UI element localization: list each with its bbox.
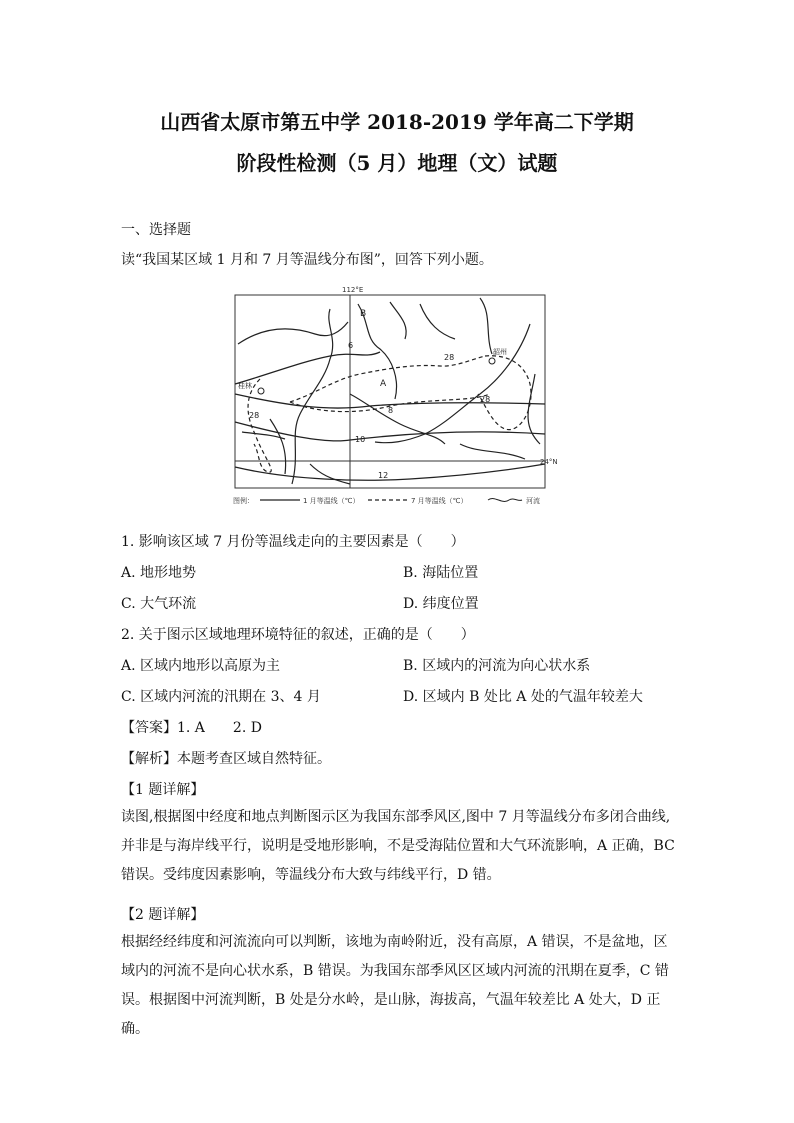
question-1-stem: 1. 影响该区域 7 月份等温线走向的主要因素是（ ） [121, 534, 465, 550]
question-intro: 读“我国某区域 1 月和 7 月等温线分布图”，回答下列小题。 [121, 252, 493, 268]
isotherm-label-6: 6 [348, 341, 354, 350]
question-2-option-a: A. 区域内地形以高原为主 [121, 658, 281, 674]
legend-river-text: 河流 [526, 497, 540, 505]
isotherm-label-10: 10 [355, 435, 366, 444]
isotherm-label-28-top: 28 [444, 353, 455, 362]
rivers [238, 298, 540, 484]
detail-1-body: 读图,根据图中经度和地点判断图示区为我国东部季风区,图中 7 月等温线分布多闭合曲线,并非是与海岸线平行，说明是受地形影响，不是受海陆位置和大气环流影响，A 正确，BC 错误。受纬度因素影响，等温线分布大致与纬线平行，D 错。 [121, 809, 675, 883]
detail-1-heading: 【1 题详解】 [121, 782, 205, 798]
detail-2-heading: 【2 题详解】 [121, 907, 205, 923]
legend-july-text: 7 月等温线（℃） [411, 497, 468, 505]
map-legend [233, 496, 540, 505]
section-heading: 一、选择题 [121, 222, 191, 238]
document-title-line1: 山西省太原市第五中学 2018-2019 学年高二下学期 [160, 110, 634, 134]
legend-river-line [488, 499, 522, 502]
analysis-line: 【解析】本题考查区域自然特征。 [121, 751, 331, 767]
longitude-label: 112°E [342, 286, 364, 294]
isotherm-label-12: 12 [378, 471, 389, 480]
question-1-option-d: D. 纬度位置 [403, 596, 479, 612]
latitude-label: 24°N [540, 458, 558, 466]
map-frame [235, 295, 545, 488]
question-2-stem: 2. 关于图示区域地理环境特征的叙述，正确的是（ ） [121, 627, 475, 643]
question-1-option-b: B. 海陆位置 [403, 565, 479, 581]
isotherm-label-28-right: 28 [480, 395, 491, 404]
detail-2-body: 根据经经纬度和河流流向可以判断，该地为南岭附近，没有高原，A 错误，不是盆地，区域内的河流不是向心状水系，B 错误。为我国东部季风区区域内河流的汛期在夏季，C 错误。根据图中河流判断，B 处是分水岭，是山脉，海拔高，气温年较差比 A 处大，D 正确。 [121, 934, 669, 1037]
isotherm-map [230, 284, 558, 516]
label-a: A [380, 379, 387, 389]
question-1-option-c: C. 大气环流 [121, 596, 197, 612]
question-1-option-a: A. 地形地势 [121, 565, 197, 581]
answer-line: 【答案】1. A 2. D [121, 720, 262, 736]
city-marker-guilin [258, 388, 264, 394]
legend-prefix: 图例： [233, 497, 254, 505]
isotherm-label-8: 8 [388, 406, 394, 415]
question-2-option-b: B. 区域内的河流为向心状水系 [403, 658, 591, 674]
document-title-line2: 阶段性检测（5 月）地理（文）试题 [236, 151, 558, 175]
question-2-option-c: C. 区域内河流的汛期在 3、4 月 [121, 689, 321, 705]
city-label-shaozhou: 韶州 [493, 348, 507, 356]
question-2-option-d: D. 区域内 B 处比 A 处的气温年较差大 [403, 689, 643, 705]
city-label-guilin: 桂林 [238, 382, 252, 390]
label-b: B [360, 309, 367, 319]
legend-january-text: 1 月等温线（℃） [303, 497, 360, 505]
isotherm-label-28-left: 28 [249, 411, 260, 420]
city-marker-shaozhou [489, 358, 495, 364]
